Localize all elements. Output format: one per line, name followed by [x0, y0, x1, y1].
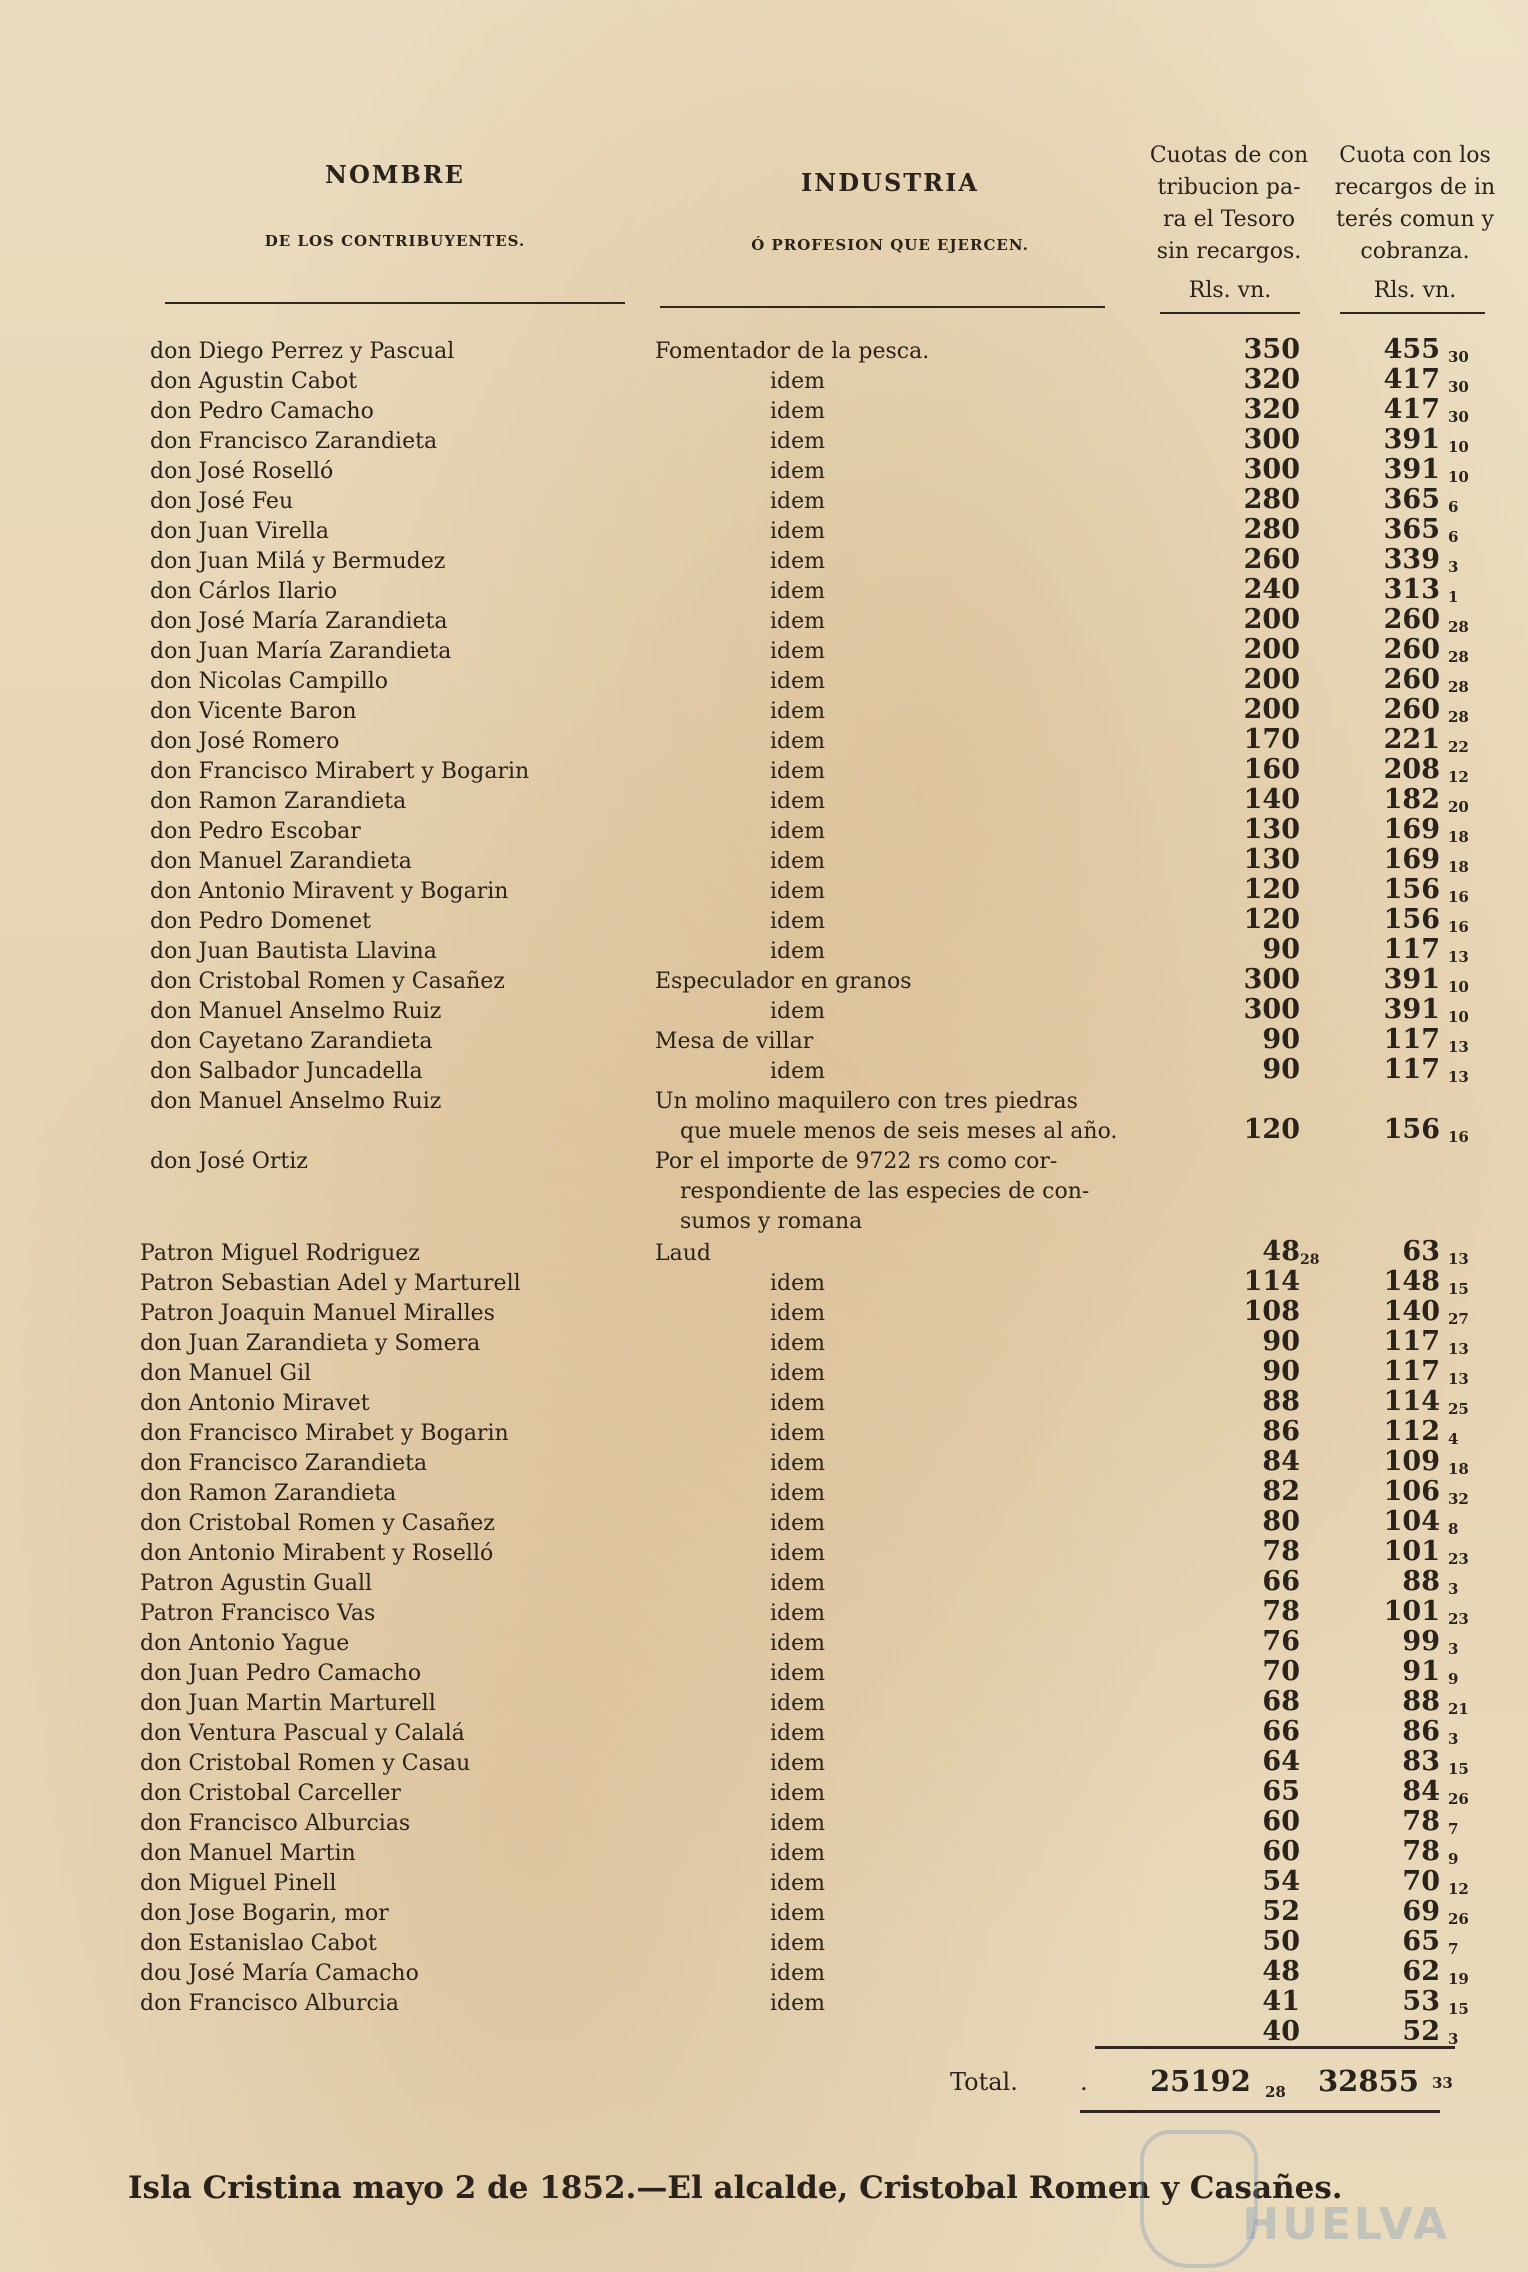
contributor-name: don Cristobal Carceller — [140, 1781, 401, 1806]
contributor-name: don Salbador Juncadella — [150, 1059, 423, 1084]
quota-surcharge-value: 109 — [1383, 1446, 1440, 1477]
contributor-name: don Pedro Domenet — [150, 909, 371, 934]
stamp-text: HUELVA — [1242, 2199, 1450, 2250]
quota-surcharge-value: 78 — [1402, 1806, 1440, 1837]
quota-base-value: 160 — [1243, 754, 1300, 785]
quota-base-value: 41 — [1262, 1986, 1300, 2017]
contributor-name: don Cayetano Zarandieta — [150, 1029, 433, 1054]
quota-surcharge-value: 99 — [1402, 1626, 1440, 1657]
quota-base-value: 320 — [1243, 364, 1300, 395]
industry-text: idem — [770, 1391, 825, 1416]
quota-surcharge-cents: 13 — [1448, 948, 1469, 966]
quota-surcharge-value: 70 — [1402, 1866, 1440, 1897]
contributor-name: don Cristobal Romen y Casañez — [140, 1511, 495, 1536]
quota-base-value: 90 — [1262, 1326, 1300, 1357]
quota-surcharge-value: 365 — [1383, 484, 1440, 515]
quota-surcharge-cents: 10 — [1448, 978, 1469, 996]
industry-text: idem — [770, 609, 825, 634]
quota-base-value: 80 — [1262, 1506, 1300, 1537]
quota-base-value: 300 — [1243, 964, 1300, 995]
quota-base-value: 130 — [1243, 814, 1300, 845]
header-rule-quota1 — [1160, 312, 1300, 314]
quota-surcharge-value: 156 — [1383, 1114, 1440, 1145]
industry-text: idem — [770, 429, 825, 454]
contributor-name: don Francisco Mirabet y Bogarin — [140, 1421, 509, 1446]
quota-surcharge-cents: 16 — [1448, 918, 1469, 936]
header-name: NOMBRE — [325, 160, 465, 189]
industry-text: idem — [770, 489, 825, 514]
quota-base-value: 54 — [1262, 1866, 1300, 1897]
quota-surcharge-value: 156 — [1383, 904, 1440, 935]
industry-text: Laud — [655, 1241, 711, 1266]
quota-surcharge-value: 114 — [1383, 1386, 1440, 1417]
quota-base-value: 90 — [1262, 1054, 1300, 1085]
industry-text: idem — [770, 1601, 825, 1626]
quota-surcharge-value: 156 — [1383, 874, 1440, 905]
quota-base-value: 280 — [1243, 484, 1300, 515]
quota-base-value: 300 — [1243, 994, 1300, 1025]
quota-surcharge-cents: 10 — [1448, 1008, 1469, 1026]
contributor-name: don Antonio Mirabent y Roselló — [140, 1541, 494, 1566]
industry-text: idem — [770, 729, 825, 754]
industry-text: idem — [770, 579, 825, 604]
quota-surcharge-cents: 13 — [1448, 1370, 1469, 1388]
quota-surcharge-value: 84 — [1402, 1776, 1440, 1807]
quota-base-value: 170 — [1243, 724, 1300, 755]
contributor-name: don Ventura Pascual y Calalá — [140, 1721, 465, 1746]
industry-text: idem — [770, 459, 825, 484]
contributor-name: don Pedro Escobar — [150, 819, 361, 844]
quota-surcharge-value: 101 — [1383, 1596, 1440, 1627]
quota-base-value: 76 — [1262, 1626, 1300, 1657]
industry-text: idem — [770, 1631, 825, 1656]
quota-base-value: 280 — [1243, 514, 1300, 545]
quota-surcharge-value: 417 — [1383, 394, 1440, 425]
contributor-name: don Juan Milá y Bermudez — [150, 549, 446, 574]
quota-surcharge-cents: 10 — [1448, 438, 1469, 456]
quota-base-value: 260 — [1243, 544, 1300, 575]
quota-surcharge-value: 148 — [1383, 1266, 1440, 1297]
industry-text: idem — [770, 1751, 825, 1776]
quota-surcharge-value: 86 — [1402, 1716, 1440, 1747]
quota-surcharge-cents: 20 — [1448, 798, 1469, 816]
footer-signature-line: Isla Cristina mayo 2 de 1852.—El alcalde, Cristobal Romen y Casañes. — [128, 2170, 1343, 2206]
contributor-name: don Manuel Gil — [140, 1361, 312, 1386]
industry-text: idem — [770, 909, 825, 934]
contributor-name: Patron Francisco Vas — [140, 1601, 376, 1626]
quota-surcharge-value: 106 — [1383, 1476, 1440, 1507]
industry-text: sumos y romana — [680, 1209, 863, 1234]
industry-text: Especulador en granos — [655, 969, 912, 994]
quota-base-value: 60 — [1262, 1836, 1300, 1867]
industry-text: idem — [770, 879, 825, 904]
total-quota-surcharge: 32855 — [1318, 2064, 1419, 2098]
industry-text: idem — [770, 1661, 825, 1686]
quota-surcharge-value: 88 — [1402, 1566, 1440, 1597]
industry-text: idem — [770, 1271, 825, 1296]
quota-surcharge-value: 140 — [1383, 1296, 1440, 1327]
contributor-name: don Francisco Zarandieta — [140, 1451, 428, 1476]
quota-surcharge-value: 169 — [1383, 844, 1440, 875]
quota-surcharge-value: 104 — [1383, 1506, 1440, 1537]
quota-base-value: 64 — [1262, 1746, 1300, 1777]
quota-base-value: 48 — [1262, 1236, 1300, 1267]
contributor-name: don Juan Martin Marturell — [140, 1691, 436, 1716]
quota-surcharge-cents: 30 — [1448, 348, 1469, 366]
contributor-name: Patron Agustin Guall — [140, 1571, 373, 1596]
industry-text: idem — [770, 1871, 825, 1896]
contributor-name: don Manuel Anselmo Ruiz — [150, 999, 442, 1024]
header-quota-base: Cuotas de con tribucion pa- ra el Tesoro sin recargos. — [1149, 143, 1309, 264]
quota-surcharge-value: 260 — [1383, 634, 1440, 665]
industry-text: Por el importe de 9722 rs como cor- — [655, 1149, 1058, 1174]
contributor-name: don Manuel Zarandieta — [150, 849, 412, 874]
quota-surcharge-value: 52 — [1402, 2016, 1440, 2047]
industry-text: idem — [770, 1361, 825, 1386]
quota-surcharge-cents: 16 — [1448, 888, 1469, 906]
industry-text: idem — [770, 549, 825, 574]
quota-surcharge-cents: 18 — [1448, 828, 1469, 846]
industry-text: idem — [770, 849, 825, 874]
quota-surcharge-value: 117 — [1383, 1326, 1440, 1357]
quota-surcharge-cents: 13 — [1448, 1068, 1469, 1086]
industry-text: idem — [770, 399, 825, 424]
quota-base-value: 108 — [1243, 1296, 1300, 1327]
header-quota-surcharge: Cuota con los recargos de in terés comun y cobranza. — [1334, 143, 1496, 264]
quota-base-value: 120 — [1243, 874, 1300, 905]
contributor-name: don Juan Zarandieta y Somera — [140, 1331, 481, 1356]
industry-text: idem — [770, 639, 825, 664]
quota-surcharge-cents: 6 — [1448, 498, 1459, 516]
quota-base-value: 300 — [1243, 454, 1300, 485]
quota-surcharge-value: 53 — [1402, 1986, 1440, 2017]
quota-surcharge-cents: 28 — [1448, 618, 1469, 636]
quota-base-value: 86 — [1262, 1416, 1300, 1447]
quota-surcharge-value: 182 — [1383, 784, 1440, 815]
quota-surcharge-cents: 3 — [1448, 1730, 1459, 1748]
quota-base-value: 240 — [1243, 574, 1300, 605]
contributor-name: don José Roselló — [150, 459, 334, 484]
industry-text: idem — [770, 1421, 825, 1446]
contributor-name: don Manuel Martin — [140, 1841, 356, 1866]
quota-surcharge-value: 391 — [1383, 964, 1440, 995]
total-rule-top — [1095, 2046, 1455, 2049]
contributor-name: don Antonio Yague — [140, 1631, 350, 1656]
industry-text: respondiente de las especies de con- — [680, 1179, 1090, 1204]
quota-surcharge-cents: 22 — [1448, 738, 1469, 756]
quota-surcharge-value: 455 — [1383, 334, 1440, 365]
header-name-sub: DE LOS CONTRIBUYENTES. — [264, 232, 526, 250]
contributor-name: don José María Zarandieta — [150, 609, 448, 634]
quota-base-value: 200 — [1243, 664, 1300, 695]
total-label: Total. — [950, 2068, 1018, 2096]
contributor-name: don Vicente Baron — [150, 699, 357, 724]
quota-surcharge-cents: 8 — [1448, 1520, 1459, 1538]
quota-base-value: 68 — [1262, 1686, 1300, 1717]
contributor-name: don Ramon Zarandieta — [150, 789, 407, 814]
quota-surcharge-value: 117 — [1383, 1024, 1440, 1055]
archive-stamp — [1130, 2130, 1470, 2260]
quota-surcharge-cents: 12 — [1448, 768, 1469, 786]
industry-text: Un molino maquilero con tres piedras — [655, 1089, 1078, 1114]
industry-text: idem — [770, 1811, 825, 1836]
quota-base-value: 120 — [1243, 1114, 1300, 1145]
contributor-name: Patron Joaquin Manuel Miralles — [140, 1301, 495, 1326]
quota-base-value: 90 — [1262, 934, 1300, 965]
total-quota-surcharge-cents: 33 — [1432, 2074, 1453, 2092]
quota-base-value: 48 — [1262, 1956, 1300, 1987]
quota-base-value: 200 — [1243, 604, 1300, 635]
contributor-name: don Juan Pedro Camacho — [140, 1661, 422, 1686]
quota-surcharge-value: 208 — [1383, 754, 1440, 785]
quota-surcharge-value: 65 — [1402, 1926, 1440, 1957]
contributor-name: don Nicolas Campillo — [150, 669, 389, 694]
quota-base-value: 60 — [1262, 1806, 1300, 1837]
quota-surcharge-cents: 28 — [1448, 648, 1469, 666]
quota-surcharge-value: 260 — [1383, 604, 1440, 635]
quota-surcharge-cents: 13 — [1448, 1340, 1469, 1358]
industry-text: idem — [770, 1781, 825, 1806]
quota-surcharge-cents: 21 — [1448, 1700, 1469, 1718]
quota-surcharge-cents: 19 — [1448, 1970, 1469, 1988]
quota-surcharge-value: 221 — [1383, 724, 1440, 755]
quota-base-value: 78 — [1262, 1596, 1300, 1627]
quota-surcharge-value: 88 — [1402, 1686, 1440, 1717]
industry-text: Mesa de villar — [655, 1029, 814, 1054]
quota-surcharge-cents: 9 — [1448, 1850, 1459, 1868]
contributor-name: don Cristobal Romen y Casau — [140, 1751, 471, 1776]
industry-text: idem — [770, 1541, 825, 1566]
quota-surcharge-cents: 15 — [1448, 1280, 1469, 1298]
industry-text: idem — [770, 819, 825, 844]
quota-base-value: 200 — [1243, 634, 1300, 665]
quota-surcharge-value: 112 — [1383, 1416, 1440, 1447]
quota-surcharge-value: 391 — [1383, 454, 1440, 485]
header-industry: INDUSTRIA — [801, 168, 979, 197]
contributor-name: don Juan Bautista Llavina — [150, 939, 437, 964]
quota-surcharge-value: 83 — [1402, 1746, 1440, 1777]
contributor-name: don Francisco Mirabert y Bogarin — [150, 759, 530, 784]
quota-surcharge-cents: 13 — [1448, 1038, 1469, 1056]
quota-base-value: 78 — [1262, 1536, 1300, 1567]
quota-surcharge-value: 260 — [1383, 694, 1440, 725]
industry-text: idem — [770, 1991, 825, 2016]
industry-text: idem — [770, 1931, 825, 1956]
quota-surcharge-cents: 13 — [1448, 1250, 1469, 1268]
quota-base-value: 90 — [1262, 1356, 1300, 1387]
quota-surcharge-value: 260 — [1383, 664, 1440, 695]
contributor-name: don Cristobal Romen y Casañez — [150, 969, 505, 994]
contributor-name: don Pedro Camacho — [150, 399, 374, 424]
quota-surcharge-cents: 10 — [1448, 468, 1469, 486]
quota-surcharge-cents: 12 — [1448, 1880, 1469, 1898]
contributor-name: don Agustin Cabot — [150, 369, 358, 394]
contributor-name: don Antonio Miravet — [140, 1391, 370, 1416]
quota-surcharge-cents: 27 — [1448, 1310, 1469, 1328]
contributor-name: don Francisco Zarandieta — [150, 429, 438, 454]
quota-base-cents: 28 — [1300, 1252, 1320, 1268]
quota-surcharge-cents: 23 — [1448, 1550, 1469, 1568]
quota-base-value: 70 — [1262, 1656, 1300, 1687]
contributor-name: don Jose Bogarin, mor — [140, 1901, 389, 1926]
contributor-name: don Francisco Alburcias — [140, 1811, 411, 1836]
quota-base-value: 40 — [1262, 2016, 1300, 2047]
contributor-name: don Diego Perrez y Pascual — [150, 339, 455, 364]
contributor-name: don José Ortiz — [150, 1149, 308, 1174]
industry-text: idem — [770, 789, 825, 814]
quota-base-value: 140 — [1243, 784, 1300, 815]
quota-surcharge-value: 101 — [1383, 1536, 1440, 1567]
quota-surcharge-value: 78 — [1402, 1836, 1440, 1867]
quota-surcharge-value: 339 — [1383, 544, 1440, 575]
industry-text: idem — [770, 1451, 825, 1476]
contributor-name: Patron Miguel Rodriguez — [140, 1241, 420, 1266]
industry-text: idem — [770, 1721, 825, 1746]
industry-text: que muele menos de seis meses al año. — [680, 1119, 1118, 1144]
contributor-name: don José Romero — [150, 729, 340, 754]
industry-text: idem — [770, 699, 825, 724]
industry-text: idem — [770, 1571, 825, 1596]
contributor-name: don Juan Virella — [150, 519, 330, 544]
quota-surcharge-cents: 15 — [1448, 2000, 1469, 2018]
quota-base-value: 52 — [1262, 1896, 1300, 1927]
industry-text: Fomentador de la pesca. — [655, 339, 930, 364]
quota-surcharge-cents: 18 — [1448, 858, 1469, 876]
quota-surcharge-cents: 6 — [1448, 528, 1459, 546]
header-units-surcharge: Rls. vn. — [1373, 278, 1457, 303]
total-leader: . — [1080, 2068, 1088, 2096]
quota-surcharge-value: 365 — [1383, 514, 1440, 545]
industry-text: idem — [770, 1841, 825, 1866]
quota-surcharge-cents: 16 — [1448, 1128, 1469, 1146]
quota-surcharge-cents: 26 — [1448, 1910, 1469, 1928]
quota-surcharge-cents: 23 — [1448, 1610, 1469, 1628]
quota-surcharge-value: 313 — [1383, 574, 1440, 605]
industry-text: idem — [770, 1301, 825, 1326]
industry-text: idem — [770, 369, 825, 394]
contributor-name: don Ramon Zarandieta — [140, 1481, 397, 1506]
quota-surcharge-cents: 7 — [1448, 1940, 1459, 1958]
industry-text: idem — [770, 999, 825, 1024]
quota-base-value: 88 — [1262, 1386, 1300, 1417]
quota-surcharge-cents: 7 — [1448, 1820, 1459, 1838]
quota-base-value: 350 — [1243, 334, 1300, 365]
header-rule-name — [165, 302, 625, 304]
quota-base-value: 130 — [1243, 844, 1300, 875]
shield-icon — [1140, 2130, 1258, 2268]
quota-surcharge-cents: 32 — [1448, 1490, 1469, 1508]
industry-text: idem — [770, 519, 825, 544]
contributor-name: don Manuel Anselmo Ruiz — [150, 1089, 442, 1114]
quota-base-value: 114 — [1243, 1266, 1300, 1297]
quota-surcharge-value: 91 — [1402, 1656, 1440, 1687]
contributor-name: don Cárlos Ilario — [150, 579, 338, 604]
total-rule-bottom — [1080, 2110, 1440, 2113]
quota-surcharge-value: 63 — [1402, 1236, 1440, 1267]
quota-base-value: 65 — [1262, 1776, 1300, 1807]
quota-surcharge-cents: 3 — [1448, 558, 1459, 576]
quota-surcharge-cents: 26 — [1448, 1790, 1469, 1808]
quota-base-value: 50 — [1262, 1926, 1300, 1957]
quota-surcharge-value: 62 — [1402, 1956, 1440, 1987]
industry-text: idem — [770, 759, 825, 784]
contributor-name: dou José María Camacho — [140, 1961, 419, 1986]
quota-surcharge-value: 117 — [1383, 1356, 1440, 1387]
header-rule-quota2 — [1340, 312, 1485, 314]
quota-base-value: 300 — [1243, 424, 1300, 455]
total-quota-base: 25192 — [1150, 2064, 1251, 2098]
industry-text: idem — [770, 1961, 825, 1986]
quota-surcharge-cents: 3 — [1448, 2030, 1459, 2048]
quota-surcharge-cents: 28 — [1448, 678, 1469, 696]
quota-surcharge-value: 391 — [1383, 424, 1440, 455]
quota-base-value: 200 — [1243, 694, 1300, 725]
contributor-name: don Francisco Alburcia — [140, 1991, 399, 2016]
quota-surcharge-cents: 25 — [1448, 1400, 1469, 1418]
quota-base-value: 320 — [1243, 394, 1300, 425]
quota-surcharge-cents: 9 — [1448, 1670, 1459, 1688]
quota-surcharge-cents: 15 — [1448, 1760, 1469, 1778]
quota-surcharge-value: 69 — [1402, 1896, 1440, 1927]
quota-surcharge-cents: 30 — [1448, 408, 1469, 426]
contributor-name: don Juan María Zarandieta — [150, 639, 452, 664]
quota-base-value: 82 — [1262, 1476, 1300, 1507]
contributor-name: don Antonio Miravent y Bogarin — [150, 879, 509, 904]
quota-surcharge-value: 169 — [1383, 814, 1440, 845]
header-rule-industry — [660, 306, 1105, 308]
header-units-base: Rls. vn. — [1188, 278, 1272, 303]
contributor-name: don José Feu — [150, 489, 294, 514]
contributor-name: don Estanislao Cabot — [140, 1931, 377, 1956]
quota-surcharge-cents: 3 — [1448, 1580, 1459, 1598]
quota-surcharge-value: 117 — [1383, 934, 1440, 965]
header-industry-sub: Ó PROFESION QUE EJERCEN. — [751, 236, 1029, 254]
industry-text: idem — [770, 669, 825, 694]
industry-text: idem — [770, 1331, 825, 1356]
industry-text: idem — [770, 1059, 825, 1084]
industry-text: idem — [770, 1691, 825, 1716]
industry-text: idem — [770, 1901, 825, 1926]
quota-base-value: 66 — [1262, 1716, 1300, 1747]
contributor-name: Patron Sebastian Adel y Marturell — [140, 1271, 521, 1296]
quota-base-value: 120 — [1243, 904, 1300, 935]
quota-surcharge-value: 391 — [1383, 994, 1440, 1025]
quota-surcharge-value: 117 — [1383, 1054, 1440, 1085]
quota-base-value: 84 — [1262, 1446, 1300, 1477]
quota-surcharge-value: 417 — [1383, 364, 1440, 395]
industry-text: idem — [770, 939, 825, 964]
quota-surcharge-cents: 3 — [1448, 1640, 1459, 1658]
contributor-name: don Miguel Pinell — [140, 1871, 337, 1896]
quota-base-value: 66 — [1262, 1566, 1300, 1597]
quota-surcharge-cents: 18 — [1448, 1460, 1469, 1478]
quota-surcharge-cents: 1 — [1448, 588, 1459, 606]
total-quota-base-cents: 28 — [1265, 2083, 1286, 2101]
industry-text: idem — [770, 1511, 825, 1536]
industry-text: idem — [770, 1481, 825, 1506]
quota-base-value: 90 — [1262, 1024, 1300, 1055]
quota-surcharge-cents: 28 — [1448, 708, 1469, 726]
quota-surcharge-cents: 30 — [1448, 378, 1469, 396]
quota-surcharge-cents: 4 — [1448, 1430, 1459, 1448]
